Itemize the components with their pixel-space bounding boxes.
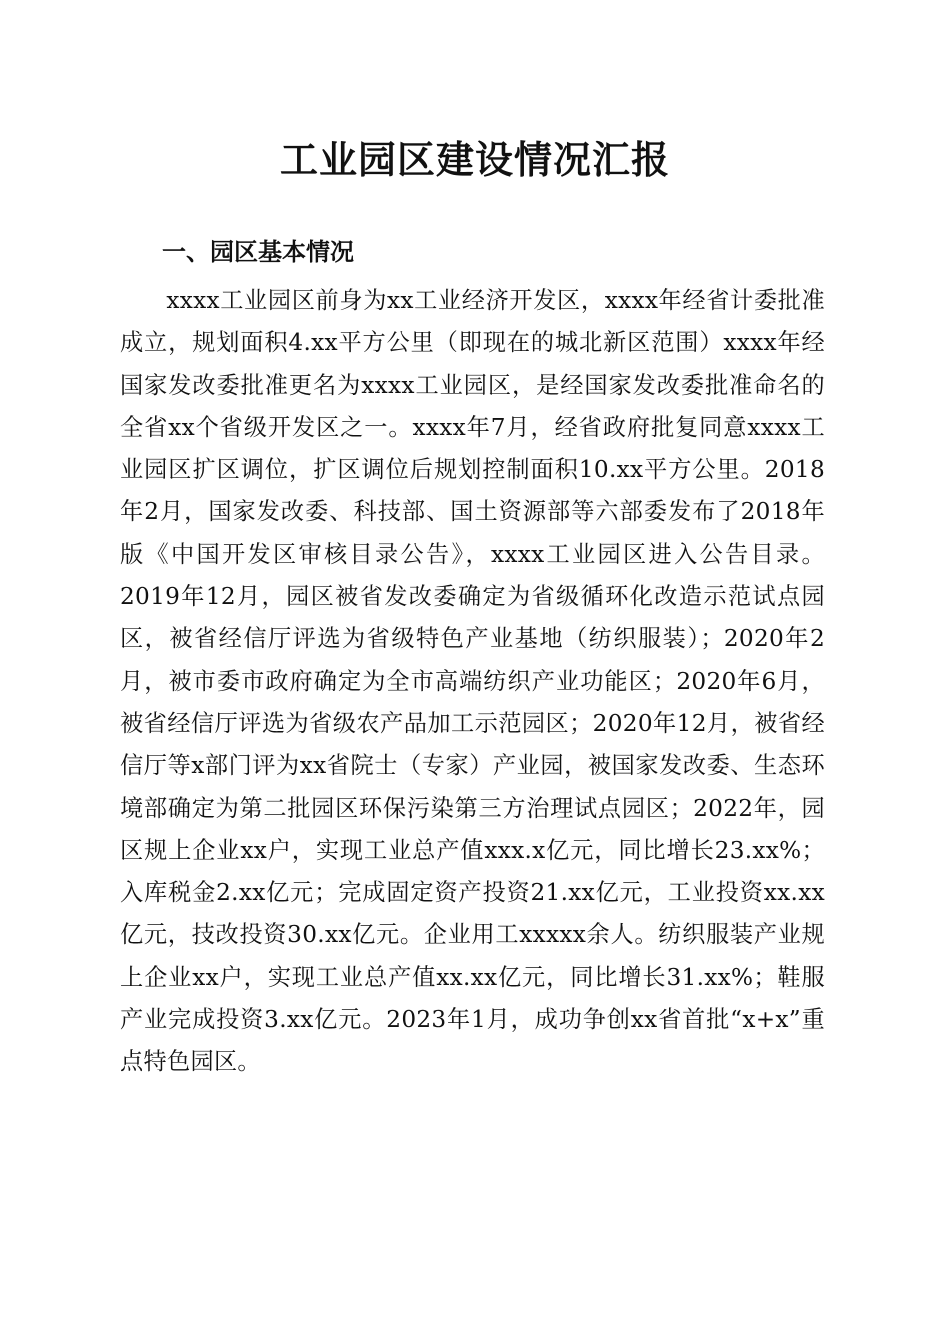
body-paragraph: xxxx工业园区前身为xx工业经济开发区，xxxx年经省计委批准成立，规划面积4.xx平方公里（即现在的城北新区范围）xxxx年经国家发改委批准更名为xxxx工业园区，是经国家发改委批准命名的全省xx个省级开发区之一。xxxx年7月，经省政府批复同意xxxx工业园区扩区调位，扩区调位后规划控制面积10.xx平方公里。2018年2月，国家发改委、科技部、国土资源部等六部委发布了2018年版《中国开发区审核目录公告》，xxxx工业园区进入公告目录。2019年12月，园区被省发改委确定为省级循环化改造示范试点园区，被省经信厅评选为省级特色产业基地（纺织服装）；2020年2月，被市委市政府确定为全市高端纺织产业功能区；2020年6月，被省经信厅评选为省级农产品加工示范园区；2020年12月，被省经信厅等x部门评为xx省院士（专家）产业园，被国家发改委、生态环境部确定为第二批园区环保污染第三方治理试点园区；2022年，园区规上企业xx户，实现工业总产值xxx.x亿元，同比增长23.xx%；入库税金2.xx亿元；完成固定资产投资21.xx亿元，工业投资xx.xx亿元，技改投资30.xx亿元。企业用工xxxxx余人。纺织服装产业规上企业xx户，实现工业总产值xx.xx亿元，同比增长31.xx%；鞋服产业完成投资3.xx亿元。2023年1月，成功争创xx省首批“x+x”重点特色园区。 xyxy=(120,287,825,1076)
section-heading: 一、园区基本情况 xyxy=(162,237,354,266)
document-title: 工业园区建设情况汇报 xyxy=(279,137,670,182)
